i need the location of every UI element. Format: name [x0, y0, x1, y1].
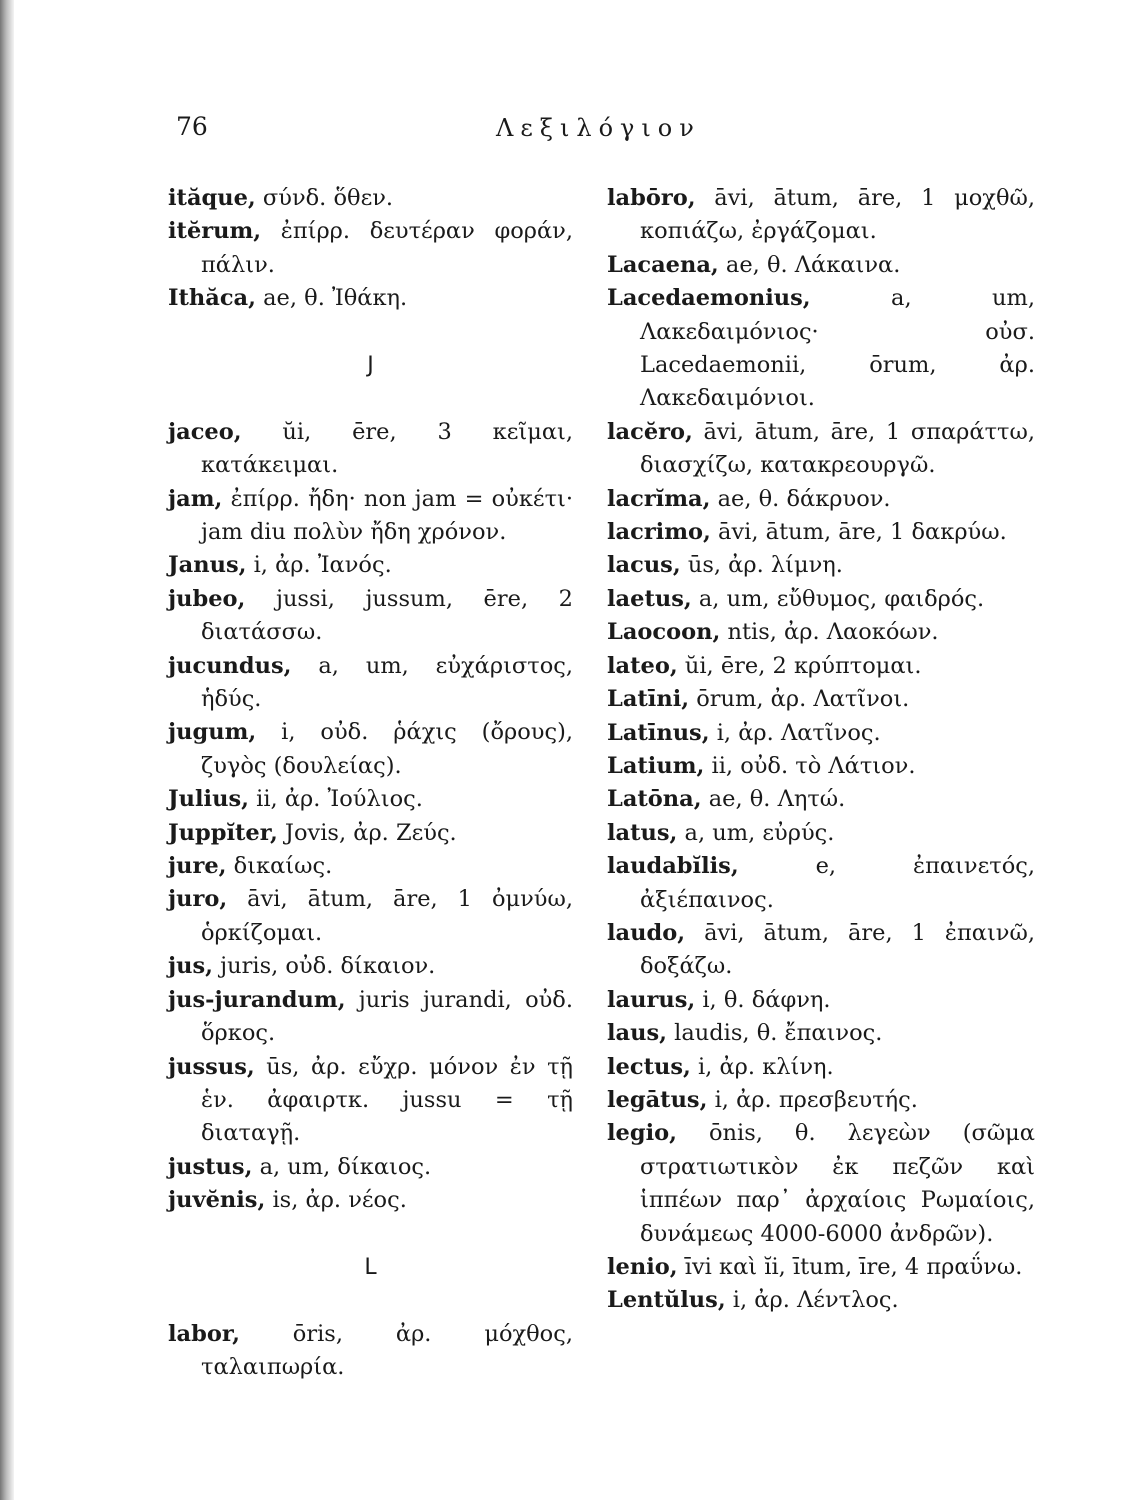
page-number: 76	[176, 112, 208, 141]
page-binding-edge	[0, 0, 14, 1500]
entry-definition: ŭi, ēre, 2 κρύπτομαι.	[677, 652, 922, 679]
entry-definition: ἐπίρρ. ἤδη· non jam = οὐκέτι· jam diu πολὺν ἤδη χρόνον.	[201, 485, 573, 546]
entry-definition: i, ἀρ. κλίνη.	[690, 1053, 834, 1080]
entry-lemma: itĕrum,	[168, 218, 262, 245]
letter-heading-l: L	[364, 1254, 377, 1280]
dictionary-entry	[607, 917, 1035, 984]
entry-definition: ae, θ. Ἰθάκη.	[255, 285, 408, 312]
dictionary-entry	[168, 215, 573, 282]
entry-lemma: laudabĭlis,	[607, 853, 739, 880]
entry-lemma: Latīni,	[607, 686, 690, 713]
entry-definition: āvi, ātum, āre, 1 μοχθῶ, κοπιάζω, ἐργάζομαι.	[640, 185, 1035, 245]
dictionary-entry	[607, 1251, 1035, 1284]
entry-lemma: lacrĭma,	[607, 485, 711, 512]
entry-definition: āvi, ātum, āre, 1 δακρύω.	[710, 519, 1007, 546]
entry-definition: e, ἐπαινετός, ἀξιέπαινος.	[640, 853, 1035, 913]
entry-definition: i, θ. δάφνη.	[695, 986, 831, 1013]
entry-lemma: jus,	[168, 953, 213, 980]
right-column	[607, 182, 1035, 1318]
page-header	[176, 112, 1056, 152]
entry-lemma: justus,	[168, 1153, 253, 1180]
dictionary-entry	[168, 850, 573, 883]
entry-lemma: juro,	[168, 886, 228, 913]
entry-lemma: jussus,	[168, 1053, 255, 1080]
dictionary-entry	[607, 182, 1035, 249]
dictionary-entry	[607, 249, 1035, 282]
dictionary-entry	[168, 1051, 573, 1151]
entry-lemma: Laocoon,	[607, 619, 721, 646]
entry-lemma: lenio,	[607, 1254, 678, 1280]
entry-lemma: laus,	[607, 1020, 667, 1047]
dictionary-entry	[607, 1017, 1035, 1050]
entry-definition: ii, ἀρ. Ἰούλιος.	[248, 786, 423, 813]
entry-lemma: Lentŭlus,	[607, 1287, 726, 1314]
entry-lemma: jucundus,	[168, 652, 292, 679]
entry-lemma: Janus,	[168, 552, 247, 579]
entry-definition: σύνδ. ὅθεν.	[255, 185, 394, 211]
entry-lemma: jugum,	[168, 719, 257, 746]
entry-definition: a, um, εὐχάριστος, ἡδύς.	[201, 652, 573, 713]
entry-definition: ūs, ἀρ. εὔχρ. μόνον ἐν τῇ ἑν. ἀφαιρτκ. jussu = τῇ διαταγῇ.	[201, 1053, 573, 1147]
entry-lemma: lectus,	[607, 1053, 691, 1080]
entry-lemma: latus,	[607, 819, 678, 846]
dictionary-entry	[168, 817, 573, 850]
entry-lemma: laurus,	[607, 986, 696, 1013]
dictionary-entry	[607, 817, 1035, 850]
entry-lemma: jubeo,	[168, 585, 246, 612]
entry-definition: i, ἀρ. Λατῖνος.	[709, 719, 881, 746]
dictionary-entry	[607, 282, 1035, 416]
entry-definition: ii, οὐδ. τὸ Λάτιον.	[704, 752, 916, 779]
entry-definition: a, um, Λακεδαιμόνιος· οὐσ. Lacedaemonii, ōrum, ἀρ. Λακεδαιμόνιοι.	[640, 285, 1035, 412]
left-column	[168, 182, 573, 1385]
entry-lemma: Latium,	[607, 752, 705, 779]
dictionary-entry	[168, 984, 573, 1051]
dictionary-entry	[607, 750, 1035, 783]
entry-lemma: legātus,	[607, 1086, 708, 1113]
entry-group-j	[168, 416, 573, 1218]
dictionary-entry	[168, 1151, 573, 1184]
entry-definition: i, ἀρ. Λέντλος.	[725, 1287, 899, 1314]
dictionary-entry	[607, 516, 1035, 549]
entry-definition: i, ἀρ. Ἰανός.	[246, 552, 392, 579]
entry-definition: ae, θ. Λάκαινα.	[718, 251, 901, 278]
entry-group-i	[168, 182, 573, 316]
dictionary-entry	[168, 182, 573, 215]
dictionary-entry	[168, 1184, 573, 1217]
entry-lemma: Julius,	[168, 786, 249, 813]
entry-definition: ōris, ἀρ. μόχθος, ταλαιπωρία.	[201, 1320, 573, 1381]
dictionary-entry	[168, 783, 573, 816]
entry-definition: jussi, jussum, ēre, 2 διατάσσω.	[201, 585, 573, 646]
dictionary-entry	[607, 850, 1035, 917]
entry-definition: juris jurandi, οὐδ. ὅρκος.	[201, 986, 573, 1047]
entry-definition: δικαίως.	[226, 853, 333, 880]
entry-lemma: lacus,	[607, 552, 681, 579]
entry-definition: ntis, ἀρ. Λαοκόων.	[720, 619, 939, 646]
entry-group-l	[168, 1318, 573, 1385]
running-title: Λεξιλόγιον	[496, 114, 701, 142]
dictionary-entry	[168, 650, 573, 717]
entry-lemma: laudo,	[607, 919, 686, 946]
dictionary-entry	[607, 1284, 1035, 1317]
entry-lemma: jam,	[168, 485, 223, 512]
entry-definition: ἐπίρρ. δευτέραν φοράν, πάλιν.	[201, 218, 573, 278]
entry-lemma: lateo,	[607, 652, 678, 679]
entry-lemma: Ithăca,	[168, 285, 256, 312]
entry-lemma: jure,	[168, 853, 227, 880]
letter-heading-j: J	[367, 353, 374, 379]
entry-definition: a, um, εὔθυμος, φαιδρός.	[691, 585, 985, 612]
dictionary-entry	[168, 416, 573, 483]
dictionary-entry	[168, 483, 573, 550]
dictionary-entry	[168, 583, 573, 650]
section-spacer	[168, 1218, 573, 1251]
entry-lemma: Latīnus,	[607, 719, 710, 746]
section-spacer	[168, 1284, 573, 1317]
dictionary-entry	[168, 282, 573, 315]
entry-lemma: labor,	[168, 1320, 240, 1347]
entry-lemma: Lacedaemonius,	[607, 285, 811, 312]
entry-definition: ŭi, ēre, 3 κεῖμαι, κατάκειμαι.	[201, 418, 573, 479]
dictionary-entry	[168, 716, 573, 783]
entry-definition: juris, οὐδ. δίκαιον.	[213, 953, 436, 980]
entry-lemma: legio,	[607, 1120, 677, 1147]
dictionary-entry	[607, 616, 1035, 649]
dictionary-entry	[607, 717, 1035, 750]
entry-lemma: Juppĭter,	[168, 819, 278, 846]
entry-definition: āvi, ātum, āre, 1 ὀμνύω, ὁρκίζομαι.	[201, 886, 573, 946]
entry-definition: i, ἀρ. πρεσβευτής.	[707, 1086, 918, 1113]
entry-lemma: jaceo,	[168, 418, 242, 445]
entry-definition: ae, θ. δάκρυον.	[710, 485, 891, 512]
entry-lemma: lacrimo,	[607, 519, 711, 546]
entry-definition: āvi, ātum, āre, 1 σπαράττω, διασχίζω, κατακρεουργῶ.	[640, 418, 1035, 479]
entry-lemma: jus-jurandum,	[168, 986, 346, 1013]
dictionary-entry	[607, 984, 1035, 1017]
dictionary-entry	[607, 483, 1035, 516]
entry-definition: is, ἀρ. νέος.	[265, 1187, 407, 1214]
entry-lemma: Lacaena,	[607, 251, 719, 278]
dictionary-entry	[607, 650, 1035, 683]
entry-definition: ōnis, θ. λεγεὼν (σῶμα στρατιωτικὸν ἐκ πεζῶν καὶ ἱππέων παρ᾽ ἀρχαίοις Ρωμαίοις, δυνάμεως 4000-6000 ἀνδρῶν).	[640, 1120, 1035, 1247]
section-spacer	[168, 316, 573, 349]
entry-lemma: laetus,	[607, 585, 692, 612]
dictionary-entry	[607, 549, 1035, 582]
dictionary-entry	[607, 1117, 1035, 1251]
entry-definition: laudis, θ. ἔπαινος.	[667, 1020, 883, 1047]
entry-lemma: Latōna,	[607, 786, 702, 813]
entry-definition: Jovis, ἀρ. Ζεύς.	[277, 819, 457, 846]
dictionary-entry	[168, 950, 573, 983]
dictionary-entry	[168, 549, 573, 582]
dictionary-entry	[607, 683, 1035, 716]
section-spacer	[168, 382, 573, 415]
dictionary-entry	[607, 783, 1035, 816]
entry-definition: i, οὐδ. ῥάχις (ὄρους), ζυγὸς (δουλείας).	[201, 719, 573, 779]
dictionary-entry	[607, 1051, 1035, 1084]
entry-lemma: lacĕro,	[607, 418, 693, 445]
entry-definition: a, um, δίκαιος.	[252, 1153, 432, 1180]
dictionary-entry	[168, 883, 573, 950]
entry-definition: ōrum, ἀρ. Λατῖνοι.	[689, 686, 910, 713]
entry-definition: ae, θ. Λητώ.	[701, 786, 846, 813]
dictionary-entry	[607, 416, 1035, 483]
entry-lemma: labōro,	[607, 185, 696, 211]
dictionary-entry	[607, 1084, 1035, 1117]
entry-definition: a, um, εὐρύς.	[677, 819, 835, 846]
entry-definition: īvi καὶ ĭi, ītum, īre, 4 πραΰνω.	[677, 1254, 1023, 1280]
dictionary-entry	[168, 1318, 573, 1385]
dictionary-entry	[607, 583, 1035, 616]
entry-lemma: ităque,	[168, 185, 256, 211]
entry-definition: ūs, ἀρ. λίμνη.	[680, 552, 843, 579]
entry-lemma: juvĕnis,	[168, 1187, 266, 1214]
entry-definition: āvi, ātum, āre, 1 ἐπαινῶ, δοξάζω.	[640, 919, 1035, 980]
